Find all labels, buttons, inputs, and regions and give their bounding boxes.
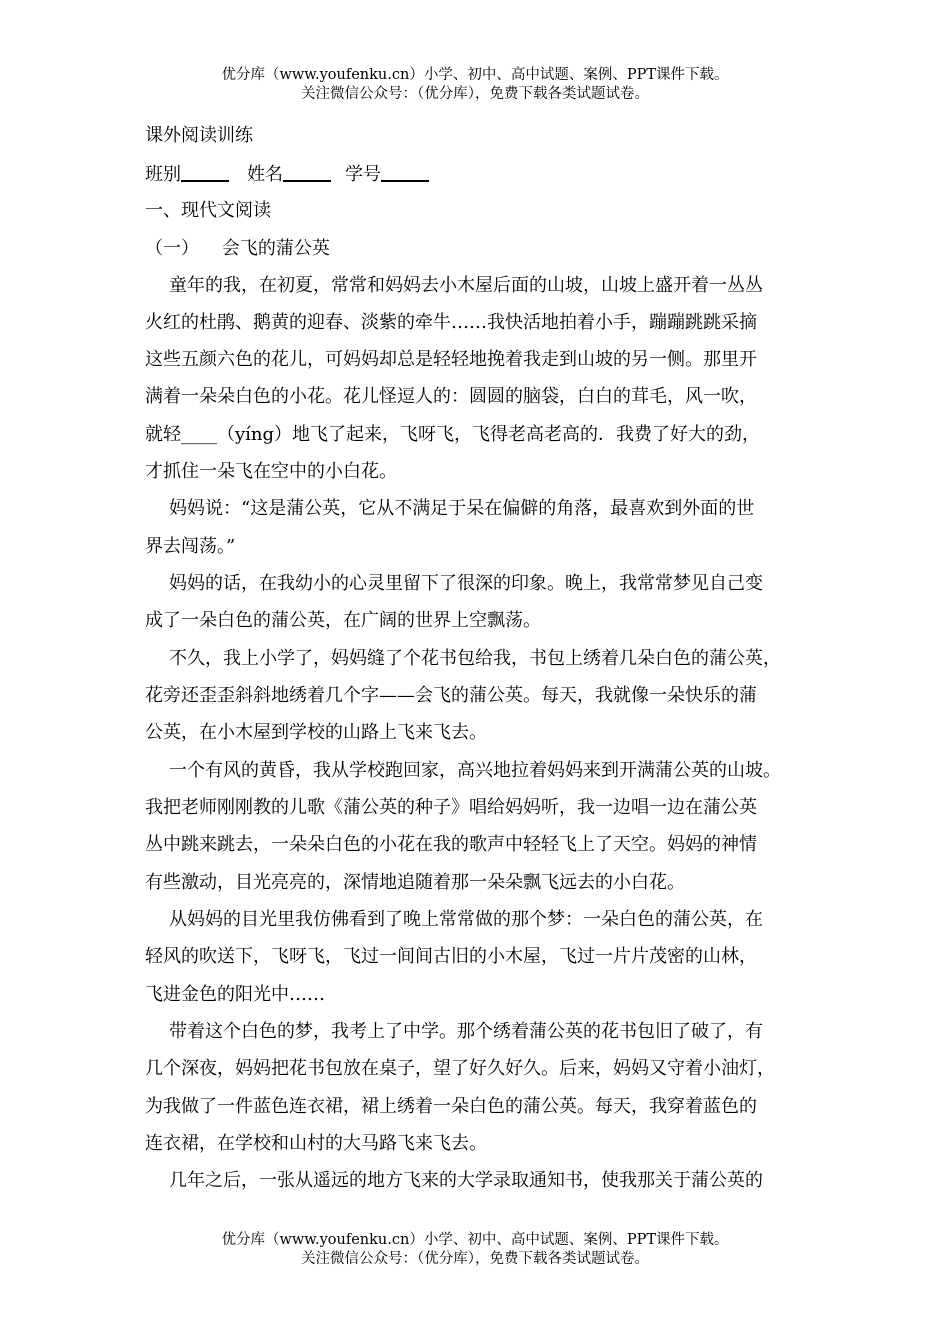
class-blank[interactable] xyxy=(181,162,229,182)
paragraph-line: 为我做了一件蓝色连衣裙，裙上绣着一朵白色的蒲公英。每天，我穿着蓝色的 xyxy=(145,1096,757,1117)
number-label: 学号 xyxy=(345,164,381,185)
paragraph-line: 界去闯荡。” xyxy=(145,536,236,557)
paragraph-line: 带着这个白色的梦，我考上了中学。那个绣着蒲公英的花书包旧了破了，有 xyxy=(169,1021,763,1042)
paragraph-line: 连衣裙，在学校和山村的大马路飞来飞去。 xyxy=(145,1133,487,1154)
paragraph-line: 这些五颜六色的花儿，可妈妈却总是轻轻地挽着我走到山坡的另一侧。那里开 xyxy=(145,349,757,370)
name-blank[interactable] xyxy=(283,162,331,182)
paragraph-line: 才抓住一朵飞在空中的小白花。 xyxy=(145,461,397,482)
student-info-row xyxy=(145,162,429,186)
paragraph-line: 不久，我上小学了，妈妈缝了个花书包给我，书包上绣着几朵白色的蒲公英， xyxy=(169,648,781,669)
footer-line-1: 优分库（www.youfenku.cn）小学、初中、高中试题、案例、PPT课件下载。 xyxy=(221,1232,729,1248)
paragraph-line: 几年之后，一张从遥远的地方飞来的大学录取通知书，使我那关于蒲公英的 xyxy=(169,1170,763,1191)
section-heading: 一、现代文阅读 xyxy=(145,200,271,221)
paragraph-line: 童年的我，在初夏，常常和妈妈去小木屋后面的山坡，山坡上盛开着一丛丛 xyxy=(169,275,763,296)
number-blank[interactable] xyxy=(381,162,429,182)
paragraph-line-with-blank: 就轻____（yíng）地飞了起来，飞呀飞，飞得老高老高的．我费了好大的劲， xyxy=(145,424,761,445)
paragraph-line: 满着一朵朵白色的小花。花儿怪逗人的：圆圆的脑袋，白白的茸毛，风一吹， xyxy=(145,386,757,407)
paragraph-line: 成了一朵白色的蒲公英，在广阔的世界上空飘荡。 xyxy=(145,610,541,631)
paragraph-line: 一个有风的黄昏，我从学校跑回家，高兴地拉着妈妈来到开满蒲公英的山坡。 xyxy=(169,760,781,781)
paragraph-line: 公英，在小木屋到学校的山路上飞来飞去。 xyxy=(145,722,487,743)
page-header xyxy=(0,66,950,104)
paragraph-line: 花旁还歪歪斜斜地绣着几个字——会飞的蒲公英。每天，我就像一朵快乐的蒲 xyxy=(145,685,757,706)
page-footer xyxy=(0,1231,950,1269)
paragraph-line: 有些激动，目光亮亮的，深情地追随着那一朵朵飘飞远去的小白花。 xyxy=(145,872,685,893)
name-label: 姓名 xyxy=(247,164,283,185)
footer-line-2: 关注微信公众号：（优分库），免费下载各类试题试卷。 xyxy=(301,1251,649,1267)
paragraph-line: 丛中跳来跳去，一朵朵白色的小花在我的歌声中轻轻飞上了天空。妈妈的神情 xyxy=(145,834,757,855)
subsection-heading: （一） 会飞的蒲公英 xyxy=(145,238,330,259)
paragraph-line: 妈妈的话，在我幼小的心灵里留下了很深的印象。晚上，我常常梦见自己变 xyxy=(169,573,763,594)
header-line-1: 优分库（www.youfenku.cn）小学、初中、高中试题、案例、PPT课件下载。 xyxy=(221,67,729,83)
paragraph-line: 轻风的吹送下，飞呀飞，飞过一间间古旧的小木屋，飞过一片片茂密的山林， xyxy=(145,946,757,967)
paragraph-line: 火红的杜鹃、鹅黄的迎春、淡紫的牵牛……我快活地拍着小手，蹦蹦跳跳采摘 xyxy=(145,312,757,333)
paragraph-line: 飞进金色的阳光中…… xyxy=(145,984,325,1005)
header-line-2: 关注微信公众号：（优分库），免费下载各类试题试卷。 xyxy=(301,86,649,102)
doc-title: 课外阅读训练 xyxy=(145,125,253,146)
class-label: 班别 xyxy=(145,164,181,185)
paragraph-line: 几个深夜，妈妈把花书包放在桌子，望了好久好久。后来，妈妈又守着小油灯， xyxy=(145,1058,775,1079)
paragraph-line: 我把老师刚刚教的儿歌《蒲公英的种子》唱给妈妈听，我一边唱一边在蒲公英 xyxy=(145,797,757,818)
paragraph-line: 从妈妈的目光里我仿佛看到了晚上常常做的那个梦：一朵白色的蒲公英，在 xyxy=(169,909,763,930)
paragraph-line: 妈妈说：“这是蒲公英，它从不满足于呆在偏僻的角落，最喜欢到外面的世 xyxy=(169,498,755,519)
